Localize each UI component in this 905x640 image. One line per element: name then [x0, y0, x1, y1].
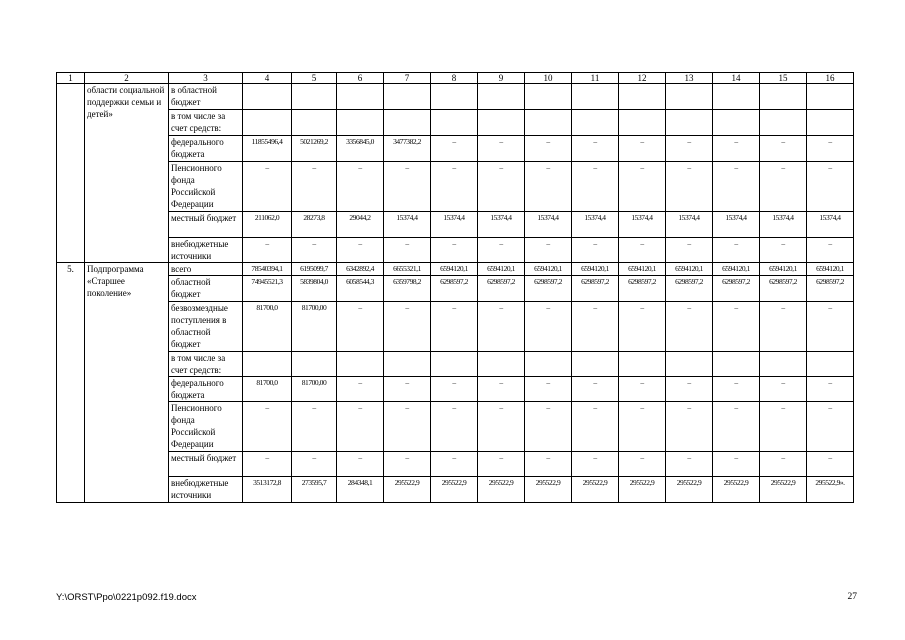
value-cell — [243, 110, 292, 136]
value-cell: – — [384, 377, 431, 402]
table-row — [57, 162, 854, 212]
value-cell: – — [431, 302, 478, 352]
value-cell: – — [713, 452, 760, 477]
program-name: области социальной поддержки семьи и детей» — [85, 84, 169, 263]
source-label: безвозмездные поступления в областной бюджет — [169, 302, 243, 352]
value-cell: 29044,2 — [337, 212, 384, 238]
value-cell — [666, 352, 713, 377]
value-cell: 6594120,1 — [760, 263, 807, 276]
value-cell: 6655321,1 — [384, 263, 431, 276]
header-cell: 16 — [807, 73, 854, 84]
value-cell: – — [807, 452, 854, 477]
value-cell: 15374,4 — [384, 212, 431, 238]
value-cell — [292, 110, 337, 136]
value-cell: – — [478, 377, 525, 402]
value-cell — [760, 110, 807, 136]
source-label: в областной бюджет — [169, 84, 243, 110]
value-cell: – — [384, 162, 431, 212]
value-cell: – — [619, 452, 666, 477]
value-cell — [337, 110, 384, 136]
value-cell: – — [713, 402, 760, 452]
value-cell — [572, 110, 619, 136]
value-cell: – — [431, 452, 478, 477]
value-cell — [243, 352, 292, 377]
value-cell: 15374,4 — [713, 212, 760, 238]
value-cell: – — [760, 302, 807, 352]
value-cell — [384, 110, 431, 136]
source-label: федерального бюджета — [169, 377, 243, 402]
source-label: местный бюджет — [169, 452, 243, 477]
value-cell — [619, 84, 666, 110]
value-cell: 6594120,1 — [431, 263, 478, 276]
value-cell: 74945521,3 — [243, 276, 292, 302]
value-cell: 15374,4 — [807, 212, 854, 238]
value-cell: – — [760, 136, 807, 162]
value-cell: – — [525, 377, 572, 402]
header-row — [57, 73, 854, 84]
value-cell — [760, 84, 807, 110]
table-row — [57, 377, 854, 402]
table-row — [57, 402, 854, 452]
table-row — [57, 477, 854, 503]
header-cell: 13 — [666, 73, 713, 84]
value-cell: – — [760, 238, 807, 263]
value-cell: – — [243, 238, 292, 263]
value-cell: – — [572, 452, 619, 477]
value-cell: 295522,9 — [666, 477, 713, 503]
value-cell: – — [572, 302, 619, 352]
value-cell — [337, 84, 384, 110]
value-cell: – — [292, 238, 337, 263]
value-cell: 6058544,3 — [337, 276, 384, 302]
source-label: внебюджетные источники — [169, 238, 243, 263]
value-cell: – — [666, 238, 713, 263]
value-cell: – — [619, 162, 666, 212]
value-cell: – — [243, 162, 292, 212]
value-cell — [243, 84, 292, 110]
value-cell: 284348,1 — [337, 477, 384, 503]
value-cell: 6298597,2 — [713, 276, 760, 302]
value-cell: – — [807, 238, 854, 263]
value-cell: 6298597,2 — [760, 276, 807, 302]
header-cell: 7 — [384, 73, 431, 84]
value-cell: – — [337, 452, 384, 477]
value-cell — [619, 110, 666, 136]
budget-table — [56, 72, 854, 503]
value-cell: – — [525, 162, 572, 212]
source-label: местный бюджет — [169, 212, 243, 238]
value-cell: – — [807, 302, 854, 352]
value-cell: – — [666, 452, 713, 477]
value-cell — [807, 110, 854, 136]
value-cell: 15374,4 — [572, 212, 619, 238]
value-cell: – — [478, 452, 525, 477]
source-label: Пенсионного фонда Российской Федерации — [169, 162, 243, 212]
value-cell: 11855496,4 — [243, 136, 292, 162]
value-cell: 15374,4 — [431, 212, 478, 238]
value-cell: – — [292, 452, 337, 477]
value-cell: – — [760, 377, 807, 402]
page-number: 27 — [847, 592, 857, 602]
value-cell: – — [713, 162, 760, 212]
value-cell: 6594120,1 — [713, 263, 760, 276]
value-cell: – — [384, 238, 431, 263]
value-cell: 5021269,2 — [292, 136, 337, 162]
value-cell: 15374,4 — [619, 212, 666, 238]
source-label: областной бюджет — [169, 276, 243, 302]
value-cell: 6298597,2 — [525, 276, 572, 302]
value-cell: – — [619, 377, 666, 402]
value-cell: 295522,9». — [807, 477, 854, 503]
value-cell: – — [337, 377, 384, 402]
table-row — [57, 238, 854, 263]
value-cell — [384, 84, 431, 110]
value-cell: – — [666, 136, 713, 162]
header-cell: 15 — [760, 73, 807, 84]
value-cell — [713, 352, 760, 377]
value-cell: – — [572, 162, 619, 212]
table-row — [57, 452, 854, 477]
value-cell: 295522,9 — [431, 477, 478, 503]
value-cell: 6594120,1 — [619, 263, 666, 276]
value-cell: – — [337, 162, 384, 212]
header-cell: 6 — [337, 73, 384, 84]
header-cell: 14 — [713, 73, 760, 84]
value-cell: – — [666, 402, 713, 452]
value-cell — [713, 110, 760, 136]
value-cell: 81700,0 — [243, 377, 292, 402]
program-name: Подпрограмма «Старшее поколение» — [85, 263, 169, 503]
value-cell: – — [619, 302, 666, 352]
value-cell: 81700,00 — [292, 377, 337, 402]
value-cell — [384, 352, 431, 377]
source-label: в том числе за счет средств: — [169, 110, 243, 136]
value-cell: – — [619, 402, 666, 452]
file-path: Y:\ORST\Ppo\0221p092.f19.docx — [56, 592, 197, 603]
value-cell: – — [713, 302, 760, 352]
value-cell: 15374,4 — [666, 212, 713, 238]
value-cell: 6195099,7 — [292, 263, 337, 276]
header-cell: 9 — [478, 73, 525, 84]
value-cell — [807, 84, 854, 110]
value-cell: 295522,9 — [525, 477, 572, 503]
table-row — [57, 352, 854, 377]
value-cell: – — [760, 162, 807, 212]
value-cell: – — [337, 302, 384, 352]
value-cell: – — [760, 452, 807, 477]
value-cell — [713, 84, 760, 110]
value-cell: 295522,9 — [572, 477, 619, 503]
value-cell: – — [243, 402, 292, 452]
value-cell: – — [431, 162, 478, 212]
value-cell: 295522,9 — [619, 477, 666, 503]
value-cell: – — [572, 377, 619, 402]
value-cell: 78540394,1 — [243, 263, 292, 276]
value-cell: 81700,0 — [243, 302, 292, 352]
source-label: Пенсионного фонда Российской Федерации — [169, 402, 243, 452]
value-cell: 6298597,2 — [666, 276, 713, 302]
value-cell: – — [243, 452, 292, 477]
value-cell — [478, 84, 525, 110]
row-number — [57, 84, 85, 263]
value-cell: 3477382,2 — [384, 136, 431, 162]
value-cell: – — [713, 136, 760, 162]
value-cell: 6298597,2 — [572, 276, 619, 302]
value-cell: – — [431, 402, 478, 452]
value-cell: – — [431, 377, 478, 402]
header-cell: 5 — [292, 73, 337, 84]
value-cell — [525, 352, 572, 377]
table-row — [57, 110, 854, 136]
value-cell — [572, 84, 619, 110]
table-row — [57, 276, 854, 302]
value-cell: 6594120,1 — [666, 263, 713, 276]
value-cell — [525, 110, 572, 136]
value-cell: – — [384, 452, 431, 477]
value-cell: 6298597,2 — [619, 276, 666, 302]
value-cell: – — [525, 136, 572, 162]
value-cell — [292, 84, 337, 110]
header-cell: 8 — [431, 73, 478, 84]
value-cell: – — [478, 162, 525, 212]
header-cell: 12 — [619, 73, 666, 84]
value-cell: – — [619, 238, 666, 263]
value-cell: 5839804,0 — [292, 276, 337, 302]
value-cell: 6298597,2 — [807, 276, 854, 302]
value-cell: – — [666, 302, 713, 352]
value-cell: – — [525, 302, 572, 352]
value-cell — [807, 352, 854, 377]
header-cell: 3 — [169, 73, 243, 84]
value-cell: – — [572, 402, 619, 452]
value-cell: – — [292, 162, 337, 212]
value-cell: 6298597,2 — [431, 276, 478, 302]
value-cell: – — [572, 136, 619, 162]
value-cell — [478, 352, 525, 377]
value-cell: 6594120,1 — [807, 263, 854, 276]
value-cell: 273595,7 — [292, 477, 337, 503]
value-cell: 3513172,8 — [243, 477, 292, 503]
value-cell: 295522,9 — [760, 477, 807, 503]
row-number: 5. — [57, 263, 85, 503]
table-row — [57, 302, 854, 352]
value-cell — [760, 352, 807, 377]
value-cell: 211062,0 — [243, 212, 292, 238]
value-cell: – — [525, 452, 572, 477]
source-label: в том числе за счет средств: — [169, 352, 243, 377]
value-cell: – — [572, 238, 619, 263]
value-cell — [525, 84, 572, 110]
value-cell: 81700,00 — [292, 302, 337, 352]
value-cell: 6359798,2 — [384, 276, 431, 302]
source-label: федерального бюджета — [169, 136, 243, 162]
value-cell — [431, 110, 478, 136]
value-cell: 15374,4 — [478, 212, 525, 238]
value-cell: – — [666, 162, 713, 212]
value-cell — [292, 352, 337, 377]
value-cell — [666, 84, 713, 110]
value-cell: – — [478, 238, 525, 263]
value-cell: 28273,8 — [292, 212, 337, 238]
value-cell: 15374,4 — [760, 212, 807, 238]
value-cell — [431, 84, 478, 110]
value-cell: 295522,9 — [478, 477, 525, 503]
value-cell: – — [384, 402, 431, 452]
value-cell: – — [337, 238, 384, 263]
value-cell: – — [292, 402, 337, 452]
value-cell: – — [478, 302, 525, 352]
header-cell: 2 — [85, 73, 169, 84]
source-label: внебюджетные источники — [169, 477, 243, 503]
value-cell: – — [666, 377, 713, 402]
value-cell — [619, 352, 666, 377]
value-cell: – — [807, 136, 854, 162]
value-cell: – — [807, 162, 854, 212]
value-cell: 295522,9 — [384, 477, 431, 503]
table-row — [57, 212, 854, 238]
value-cell: – — [478, 402, 525, 452]
value-cell: – — [525, 238, 572, 263]
value-cell: 6594120,1 — [525, 263, 572, 276]
value-cell: 6342892,4 — [337, 263, 384, 276]
value-cell: 15374,4 — [525, 212, 572, 238]
table-row — [57, 263, 854, 276]
source-label: всего — [169, 263, 243, 276]
value-cell: 6298597,2 — [478, 276, 525, 302]
header-cell: 1 — [57, 73, 85, 84]
value-cell — [337, 352, 384, 377]
value-cell: – — [807, 402, 854, 452]
value-cell: – — [713, 238, 760, 263]
value-cell: – — [337, 402, 384, 452]
value-cell: – — [431, 238, 478, 263]
value-cell: 6594120,1 — [572, 263, 619, 276]
value-cell: – — [384, 302, 431, 352]
value-cell: 3356845,0 — [337, 136, 384, 162]
value-cell — [666, 110, 713, 136]
table-row — [57, 84, 854, 110]
value-cell — [431, 352, 478, 377]
value-cell — [478, 110, 525, 136]
value-cell: 295522,9 — [713, 477, 760, 503]
value-cell: – — [713, 377, 760, 402]
value-cell: – — [478, 136, 525, 162]
value-cell: – — [619, 136, 666, 162]
value-cell: – — [807, 377, 854, 402]
value-cell: 6594120,1 — [478, 263, 525, 276]
value-cell: – — [525, 402, 572, 452]
table-row — [57, 136, 854, 162]
value-cell: – — [760, 402, 807, 452]
value-cell — [572, 352, 619, 377]
header-cell: 11 — [572, 73, 619, 84]
header-cell: 10 — [525, 73, 572, 84]
value-cell: – — [431, 136, 478, 162]
header-cell: 4 — [243, 73, 292, 84]
